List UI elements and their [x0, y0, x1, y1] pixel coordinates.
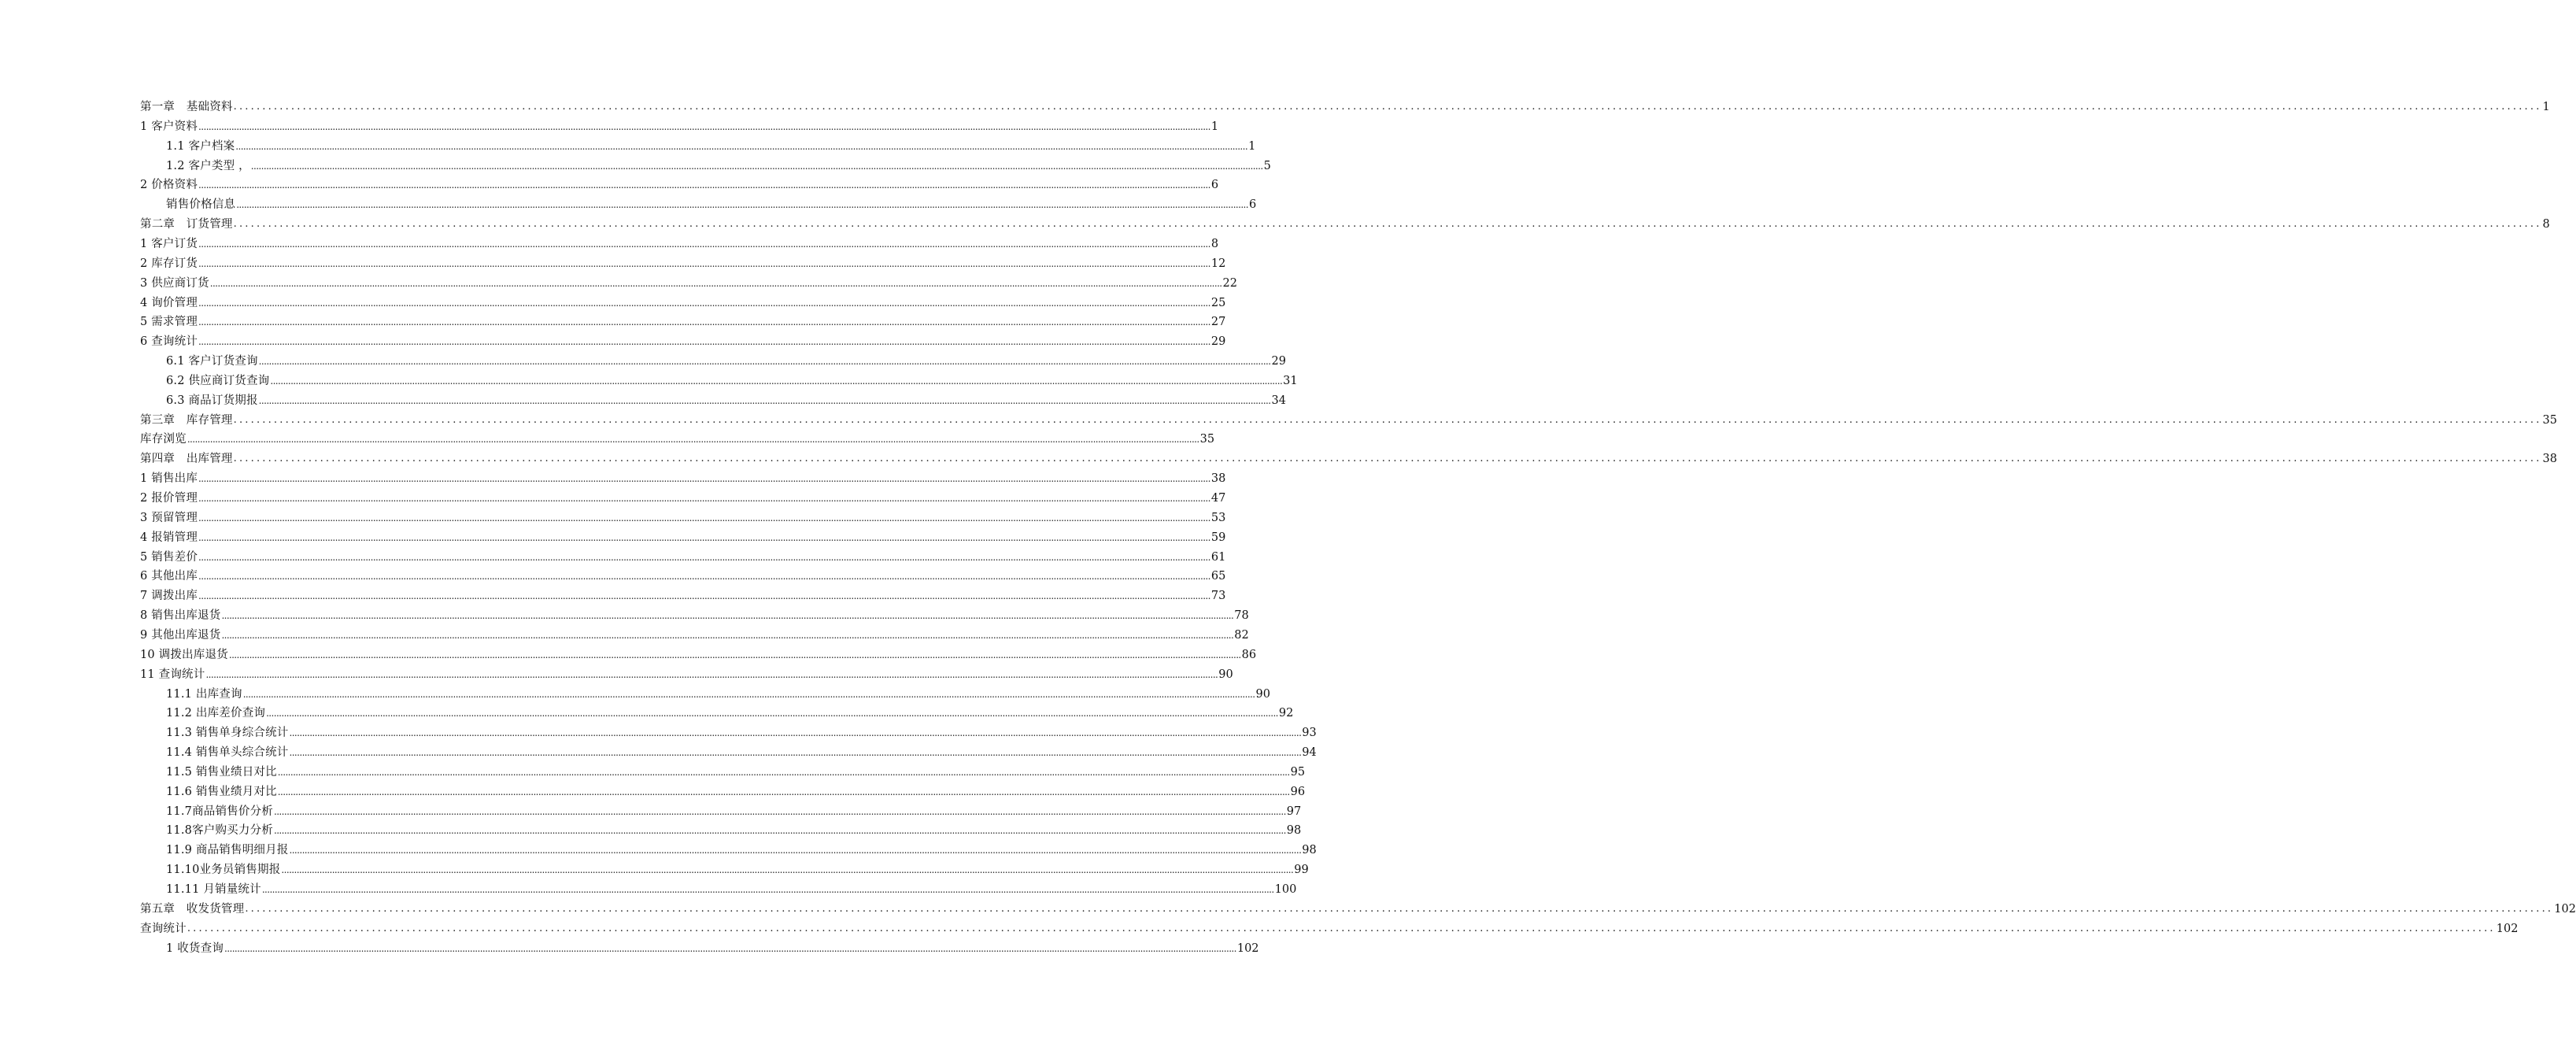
toc-page-number: 96 — [1290, 785, 1306, 798]
toc-entry[interactable] — [140, 469, 1226, 488]
toc-entry[interactable] — [140, 646, 1257, 664]
toc-entry[interactable] — [140, 606, 1249, 625]
toc-page-number: 99 — [1294, 864, 1309, 877]
toc-entry-title: 查询统计 — [140, 922, 187, 935]
toc-page-number: 38 — [2542, 453, 2557, 466]
toc-leader-dots: ................................................................................................................................................................................................................................................................................................................................................................................................................ — [233, 101, 2542, 113]
toc-leader-dots: ................................................................................................................................................................................................................................................................................................................................................................................................................ — [198, 512, 1210, 523]
toc-leader-dots: ................................................................................................................................................................................................................................................................................................................................................................................................................ — [198, 257, 1210, 269]
toc-leader-dots: ................................................................................................................................................................................................................................................................................................................................................................................................................ — [198, 336, 1210, 348]
toc-leader-dots: ................................................................................................................................................................................................................................................................................................................................................................................................................ — [258, 394, 1271, 406]
toc-page-number: 59 — [1210, 531, 1226, 544]
toc-leader-dots: ................................................................................................................................................................................................................................................................................................................................................................................................................ — [277, 766, 1290, 778]
toc-page-number: 73 — [1210, 590, 1226, 603]
toc-leader-dots: ................................................................................................................................................................................................................................................................................................................................................................................................................ — [274, 825, 1286, 837]
toc-page-number: 102 — [1236, 941, 1259, 955]
toc-entry[interactable] — [140, 313, 1226, 331]
toc-page-number: 12 — [1210, 257, 1226, 270]
toc-entry-title: 2 价格资料 — [140, 179, 198, 192]
toc-page-number: 78 — [1234, 609, 1249, 623]
toc-page-number: 29 — [1210, 335, 1226, 349]
toc-page-number: 100 — [1274, 883, 1297, 896]
toc-leader-dots: ................................................................................................................................................................................................................................................................................................................................................................................................................ — [198, 297, 1210, 309]
toc-entry-title: 6.1 客户订货查询 — [166, 355, 258, 368]
toc-entry-title: 11.2 出库差价查询 — [166, 707, 266, 720]
toc-page-number: 27 — [1210, 316, 1226, 329]
toc-leader-dots: ................................................................................................................................................................................................................................................................................................................................................................................................................ — [245, 902, 2554, 915]
toc-entry[interactable] — [166, 802, 1302, 821]
toc-entry-title: 11.8客户购买力分析 — [166, 824, 273, 838]
toc-leader-dots: ................................................................................................................................................................................................................................................................................................................................................................................................................ — [258, 356, 1271, 368]
toc-page-number: 92 — [1278, 707, 1294, 720]
toc-page-number: 25 — [1210, 296, 1226, 309]
toc-entry[interactable] — [166, 157, 1271, 176]
toc-leader-dots: ................................................................................................................................................................................................................................................................................................................................................................................................................ — [198, 531, 1210, 543]
toc-leader-dots: ................................................................................................................................................................................................................................................................................................................................................................................................................ — [198, 179, 1210, 191]
toc-entry[interactable] — [166, 372, 1298, 390]
toc-entry[interactable] — [166, 880, 1297, 899]
toc-page-number: 8 — [2542, 218, 2550, 231]
toc-leader-dots: ................................................................................................................................................................................................................................................................................................................................................................................................................ — [198, 473, 1210, 485]
toc-entry[interactable] — [166, 782, 1306, 801]
toc-entry[interactable] — [140, 626, 1249, 645]
toc-leader-dots: ................................................................................................................................................................................................................................................................................................................................................................................................................ — [198, 120, 1210, 132]
toc-entry-title: 2 报价管理 — [140, 492, 198, 505]
toc-entry-title: 第五章 收发货管理 — [140, 902, 245, 916]
toc-entry-title: 11.10业务员销售期报 — [166, 864, 281, 877]
toc-page-number: 102 — [2554, 902, 2576, 916]
toc-entry-title: 5 销售差价 — [140, 550, 198, 564]
toc-leader-dots: ................................................................................................................................................................................................................................................................................................................................................................................................................ — [242, 688, 1255, 700]
toc-entry-title: 6 查询统计 — [140, 335, 198, 349]
toc-entry-title: 10 调拨出库退货 — [140, 648, 228, 661]
toc-page-number: 102 — [2496, 922, 2519, 935]
toc-leader-dots: ................................................................................................................................................................................................................................................................................................................................................................................................................ — [205, 668, 1218, 680]
toc-entry-title: 第一章 基础资料 — [140, 101, 233, 113]
toc-entry[interactable] — [166, 743, 1317, 762]
toc-page-number: 22 — [1222, 276, 1237, 290]
toc-entry-title: 5 需求管理 — [140, 316, 198, 329]
toc-leader-dots: ................................................................................................................................................................................................................................................................................................................................................................................................................ — [228, 649, 1241, 660]
toc-chapter-entry[interactable] — [140, 411, 2557, 430]
toc-page-number: 94 — [1302, 746, 1317, 760]
toc-entry[interactable] — [140, 528, 1226, 547]
toc-entry[interactable] — [166, 821, 1302, 840]
toc-entry-title: 7 调拨出库 — [140, 590, 198, 603]
toc-leader-dots: ................................................................................................................................................................................................................................................................................................................................................................................................................ — [187, 922, 2496, 934]
toc-entry-title: 第三章 库存管理 — [140, 413, 233, 427]
toc-entry[interactable] — [140, 294, 1226, 313]
toc-entry[interactable] — [140, 665, 1233, 684]
toc-leader-dots: ................................................................................................................................................................................................................................................................................................................................................................................................................ — [277, 786, 1290, 797]
toc-entry-title: 11.9 商品销售明细月报 — [166, 844, 289, 857]
toc-entry-title: 库存浏览 — [140, 433, 187, 446]
toc-leader-dots: ................................................................................................................................................................................................................................................................................................................................................................................................................ — [198, 238, 1210, 250]
toc-entry-title: 销售价格信息 — [166, 198, 236, 212]
toc-page-number: 98 — [1302, 844, 1317, 857]
toc-page-number: 98 — [1286, 824, 1302, 838]
toc-entry[interactable] — [140, 586, 1226, 605]
toc-chapter-entry[interactable] — [140, 900, 2576, 919]
toc-page-number: 35 — [1199, 433, 1215, 446]
toc-entry-title: 8 销售出库退货 — [140, 609, 221, 623]
toc-page-number: 90 — [1218, 668, 1233, 681]
toc-page-number: 35 — [2542, 413, 2557, 427]
toc-page-number: 93 — [1302, 727, 1317, 740]
toc-leader-dots: ................................................................................................................................................................................................................................................................................................................................................................................................................ — [233, 218, 2542, 231]
toc-entry-title: 1 客户资料 — [140, 120, 198, 133]
toc-leader-dots: ................................................................................................................................................................................................................................................................................................................................................................................................................ — [233, 413, 2542, 426]
toc-entry-title: 11.1 出库查询 — [166, 687, 242, 701]
toc-entry-title: 1 客户订货 — [140, 237, 198, 250]
toc-entry-title: 3 预留管理 — [140, 511, 198, 524]
toc-chapter-entry[interactable] — [140, 98, 2550, 117]
toc-entry[interactable] — [166, 723, 1317, 742]
toc-page-number: 95 — [1290, 765, 1306, 779]
toc-entry-title: 6.2 供应商订货查询 — [166, 374, 270, 387]
toc-entry[interactable] — [140, 567, 1226, 586]
toc-entry-title: 11.6 销售业绩月对比 — [166, 785, 277, 798]
toc-entry-title: 4 询价管理 — [140, 296, 198, 309]
toc-entry-title: 6 其他出库 — [140, 570, 198, 583]
toc-page-number: 29 — [1271, 355, 1286, 368]
toc-entry[interactable] — [166, 391, 1286, 410]
toc-leader-dots: ................................................................................................................................................................................................................................................................................................................................................................................................................ — [198, 316, 1210, 328]
toc-entry[interactable] — [166, 763, 1306, 782]
toc-leader-dots: ................................................................................................................................................................................................................................................................................................................................................................................................................ — [198, 493, 1210, 504]
toc-entry[interactable] — [166, 137, 1256, 156]
toc-entry[interactable] — [140, 489, 1226, 508]
toc-entry-title: 6.3 商品订货期报 — [166, 394, 258, 407]
toc-leader-dots: ................................................................................................................................................................................................................................................................................................................................................................................................................ — [198, 551, 1210, 563]
toc-leader-dots: ................................................................................................................................................................................................................................................................................................................................................................................................................ — [261, 884, 1274, 895]
toc-entry[interactable] — [140, 509, 1226, 527]
toc-entry[interactable] — [140, 176, 1219, 194]
toc-entry-title: 11 查询统计 — [140, 668, 205, 681]
toc-leader-dots: ................................................................................................................................................................................................................................................................................................................................................................................................................ — [289, 845, 1302, 856]
toc-entry[interactable] — [166, 860, 1309, 879]
toc-entry-title: 11.7商品销售价分析 — [166, 805, 273, 818]
toc-leader-dots: ................................................................................................................................................................................................................................................................................................................................................................................................................ — [233, 453, 2542, 465]
toc-entry[interactable] — [166, 939, 1259, 958]
toc-leader-dots: ................................................................................................................................................................................................................................................................................................................................................................................................................ — [221, 610, 1234, 622]
toc-entry-title: 2 库存订货 — [140, 257, 198, 270]
toc-leader-dots: ................................................................................................................................................................................................................................................................................................................................................................................................................ — [198, 571, 1210, 583]
toc-entry-title: 1 销售出库 — [140, 472, 198, 486]
toc-leader-dots: ................................................................................................................................................................................................................................................................................................................................................................................................................ — [289, 747, 1302, 759]
toc-entry[interactable] — [140, 254, 1226, 273]
toc-leader-dots: ................................................................................................................................................................................................................................................................................................................................................................................................................ — [224, 942, 1236, 954]
toc-entry-title: 11.3 销售单身综合统计 — [166, 727, 289, 740]
toc-leader-dots: ................................................................................................................................................................................................................................................................................................................................................................................................................ — [250, 160, 1263, 172]
toc-entry-title: 1.1 客户档案 — [166, 139, 235, 153]
toc-entry-title: 9 其他出库退货 — [140, 628, 221, 642]
toc-page-number: 86 — [1241, 648, 1257, 661]
toc-leader-dots: ................................................................................................................................................................................................................................................................................................................................................................................................................ — [281, 864, 1294, 876]
toc-entry-title: 4 报销管理 — [140, 531, 198, 544]
toc-page-number: 38 — [1210, 472, 1226, 486]
toc-entry-title: 第四章 出库管理 — [140, 453, 233, 466]
toc-leader-dots: ................................................................................................................................................................................................................................................................................................................................................................................................................ — [187, 434, 1199, 446]
toc-chapter-entry[interactable] — [140, 215, 2550, 234]
toc-leader-dots: ................................................................................................................................................................................................................................................................................................................................................................................................................ — [209, 277, 1222, 289]
toc-leader-dots: ................................................................................................................................................................................................................................................................................................................................................................................................................ — [221, 629, 1234, 641]
toc-entry[interactable] — [140, 117, 1219, 136]
toc-leader-dots: ................................................................................................................................................................................................................................................................................................................................................................................................................ — [235, 140, 1248, 152]
toc-leader-dots: ................................................................................................................................................................................................................................................................................................................................................................................................................ — [236, 199, 1248, 211]
toc-leader-dots: ................................................................................................................................................................................................................................................................................................................................................................................................................ — [274, 805, 1286, 817]
toc-entry[interactable] — [166, 841, 1317, 860]
toc-entry[interactable] — [166, 685, 1270, 704]
toc-entry[interactable] — [140, 430, 1215, 449]
toc-chapter-entry[interactable] — [140, 449, 2557, 468]
toc-entry[interactable] — [166, 704, 1294, 723]
toc-entry[interactable] — [166, 195, 1257, 214]
toc-page-number: 53 — [1210, 511, 1226, 524]
toc-entry-title: 3 供应商订货 — [140, 276, 209, 290]
toc-leader-dots: ................................................................................................................................................................................................................................................................................................................................................................................................................ — [198, 590, 1210, 602]
toc-entry[interactable] — [166, 352, 1286, 371]
toc-page-number: 5 — [1263, 159, 1271, 172]
toc-leader-dots: ................................................................................................................................................................................................................................................................................................................................................................................................................ — [266, 708, 1278, 720]
toc-leader-dots: ................................................................................................................................................................................................................................................................................................................................................................................................................ — [289, 727, 1302, 739]
toc-page-number: 61 — [1210, 550, 1226, 564]
toc-chapter-entry[interactable] — [140, 919, 2519, 938]
toc-page-number: 31 — [1283, 374, 1298, 387]
toc-entry[interactable] — [140, 274, 1237, 293]
toc-page-number: 1 — [2542, 101, 2550, 113]
toc-page-number: 6 — [1210, 179, 1219, 192]
toc-entry-title: 1.2 客户类型 ， — [166, 159, 250, 172]
toc-entry-title: 11.11 月销量统计 — [166, 883, 261, 896]
toc-entry[interactable] — [140, 548, 1226, 567]
toc-page-number: 1 — [1248, 139, 1256, 153]
toc-entry[interactable] — [140, 332, 1226, 351]
toc-page-number: 90 — [1255, 687, 1270, 701]
toc-page-number: 65 — [1210, 570, 1226, 583]
toc-leader-dots: ................................................................................................................................................................................................................................................................................................................................................................................................................ — [270, 375, 1283, 387]
toc-entry-title: 1 收货查询 — [166, 941, 224, 955]
toc-entry-title: 11.4 销售单头综合统计 — [166, 746, 289, 760]
toc-entry-title: 第二章 订货管理 — [140, 218, 233, 231]
toc-page-number: 34 — [1271, 394, 1286, 407]
toc-page-number: 97 — [1286, 805, 1302, 818]
toc-entry-title: 11.5 销售业绩日对比 — [166, 765, 277, 779]
toc-page-number: 82 — [1234, 628, 1249, 642]
toc-page-number: 47 — [1210, 492, 1226, 505]
toc-page-number: 6 — [1249, 198, 1257, 212]
toc-entry[interactable] — [140, 235, 1219, 253]
toc-page-number: 8 — [1210, 237, 1219, 250]
toc-page-number: 1 — [1210, 120, 1219, 133]
